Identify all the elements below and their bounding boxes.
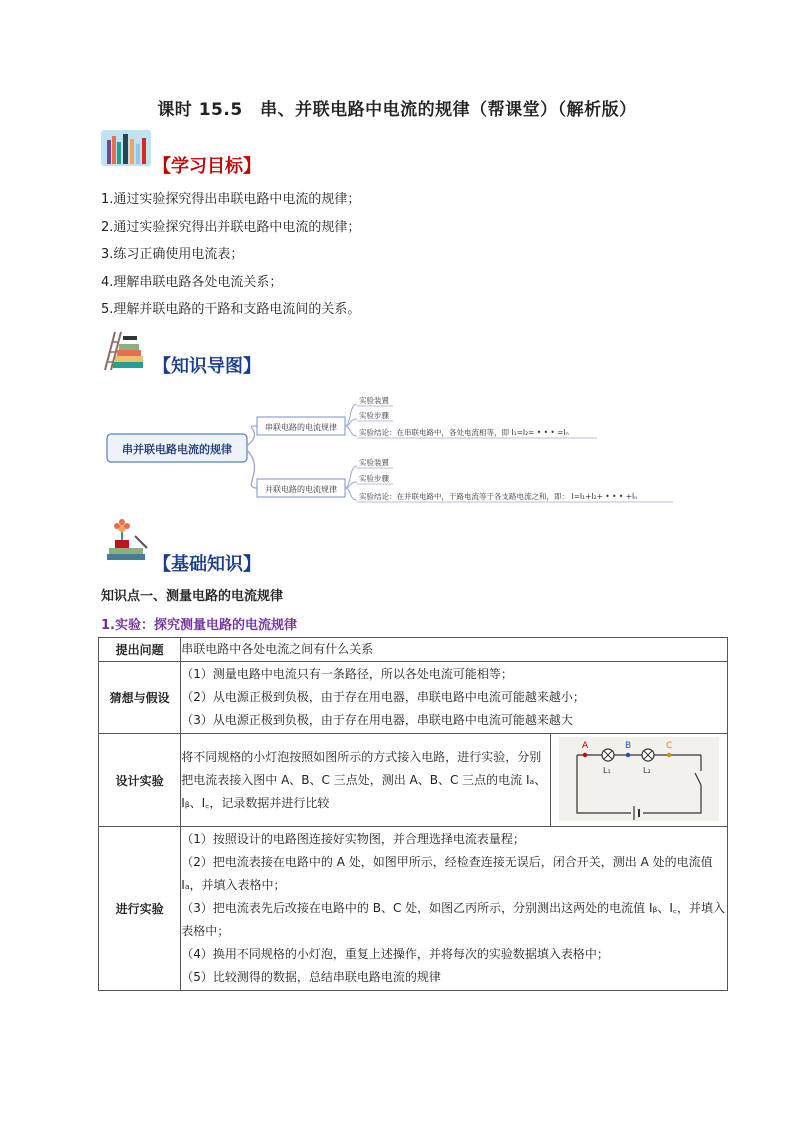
mindmap-b1-item: 实验装置 bbox=[359, 396, 389, 405]
series-circuit-diagram bbox=[559, 737, 719, 821]
row-text: Iᵦ、I꜀，记录数据并进行比较 bbox=[181, 795, 330, 810]
goals-list bbox=[101, 186, 360, 324]
row-content bbox=[181, 827, 728, 991]
row-text: 将不同规格的小灯泡按照如图所示的方式接入电路，进行实验，分别 bbox=[181, 749, 542, 764]
mindmap-b2-item: 实验结论：在并联电路中，干路电流等于各支路电流之和，即： I=I₁+I₂+ • • • +Iₙ bbox=[359, 492, 638, 501]
experiment-title: 1.实验：探究测量电路的电流规律 bbox=[101, 618, 297, 633]
row-head: 猜想与假设 bbox=[99, 662, 181, 734]
book-stack-ladder-icon bbox=[101, 326, 149, 374]
mindmap-b2-item: 实验装置 bbox=[359, 458, 389, 467]
point-a-marker bbox=[583, 752, 587, 756]
row-text: （1）按照设计的电路图连接好实物图，并合理选择电流表量程； bbox=[181, 832, 525, 846]
table-row bbox=[99, 638, 728, 662]
basic-heading: 【基础知识】 bbox=[153, 554, 261, 575]
row-head: 提出问题 bbox=[99, 638, 181, 662]
flower-books-icon bbox=[101, 518, 151, 564]
table-row bbox=[99, 827, 728, 991]
mindmap-root: 串并联电路电流的规律 bbox=[122, 443, 232, 456]
lamp-l1-label: L₁ bbox=[603, 765, 611, 775]
mindmap-branch1: 串联电路的电流规律 bbox=[265, 423, 337, 432]
row-head: 设计实验 bbox=[99, 734, 181, 827]
row-text: 表格中； bbox=[181, 924, 230, 938]
document-title: 课时 15.5 串、并联电路中电流的规律（帮课堂）（解析版） bbox=[157, 100, 637, 120]
point-a-label: A bbox=[582, 740, 589, 751]
row-content bbox=[181, 662, 728, 734]
goal-item: 1.通过实验探究得出串联电路中电流的规律； bbox=[101, 192, 361, 207]
books-icon bbox=[101, 130, 151, 166]
experiment-table bbox=[98, 637, 728, 991]
goals-heading: 【学习目标】 bbox=[153, 156, 261, 177]
row-content bbox=[181, 638, 728, 662]
row-text: Iₐ，并填入表格中； bbox=[181, 878, 286, 892]
point-b-label: B bbox=[625, 740, 632, 751]
lamp-l2-label: L₂ bbox=[643, 765, 651, 775]
knowledge-point-title: 知识点一、测量电路的电流规律 bbox=[101, 589, 284, 604]
row-text: 串联电路中各处电流之间有什么关系 bbox=[181, 642, 374, 656]
mindmap-b1-item: 实验结论：在串联电路中，各处电流相等，即 I₁=I₂= • • • =Iₙ bbox=[359, 428, 569, 437]
point-c-marker bbox=[667, 752, 671, 756]
goal-item: 2.通过实验探究得出并联电路中电流的规律； bbox=[101, 219, 361, 235]
row-text: （2）把电流表接在电路中的 A 处，如图甲所示，经检查连接无误后，闭合开关，测出 A 处的电流值 bbox=[181, 855, 713, 869]
circuit-cell bbox=[551, 734, 728, 827]
goal-item: 4.理解串联电路各处电流关系； bbox=[101, 274, 283, 290]
mindmap-branch2: 并联电路的电流规律 bbox=[265, 485, 337, 494]
point-b-marker bbox=[626, 752, 630, 756]
mindmap-b1-item: 实验步骤 bbox=[359, 411, 389, 420]
row-text: （3）从电源正极到负极，由于存在用电器，串联电路中电流可能越来越大 bbox=[181, 713, 573, 727]
row-text: 把电流表接入图中 A、B、C 三点处，测出 A、B、C 三点的电流 Iₐ、 bbox=[181, 772, 547, 787]
goal-item: 3.练习正确使用电流表； bbox=[101, 247, 244, 262]
row-text: （5）比较测得的数据，总结串联电路电流的规律 bbox=[181, 970, 441, 984]
goal-item: 5.理解并联电路的干路和支路电流间的关系。 bbox=[101, 302, 361, 317]
map-heading: 【知识导图】 bbox=[153, 356, 261, 377]
table-row bbox=[99, 734, 728, 827]
row-text: （3）把电流表先后改接在电路中的 B、C 处，如图乙丙所示，分别测出这两处的电流值 Iᵦ、I꜀，并填入 bbox=[181, 901, 726, 915]
knowledge-mindmap bbox=[101, 390, 681, 515]
row-content bbox=[181, 734, 551, 827]
row-head: 进行实验 bbox=[99, 827, 181, 991]
table-row bbox=[99, 662, 728, 734]
row-text: （4）换用不同规格的小灯泡，重复上述操作，并将每次的实验数据填入表格中； bbox=[181, 947, 609, 961]
point-c-label: C bbox=[666, 740, 673, 751]
row-text: （1）测量电路中电流只有一条路径，所以各处电流可能相等； bbox=[181, 667, 513, 681]
row-text: （2）从电源正极到负极，由于存在用电器，串联电路中电流可能越来越小； bbox=[181, 690, 585, 704]
mindmap-b2-item: 实验步骤 bbox=[359, 474, 389, 483]
